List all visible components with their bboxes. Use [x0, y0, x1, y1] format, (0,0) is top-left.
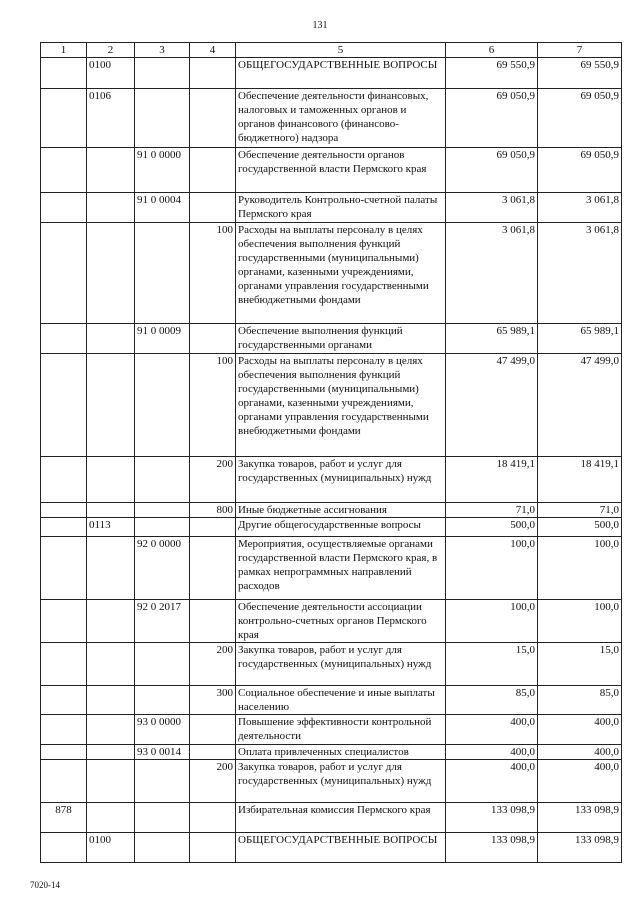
cell-ministry-code — [41, 503, 87, 518]
cell-amount-1: 65 989,1 — [446, 324, 538, 354]
cell-section-code — [87, 643, 135, 686]
cell-section-code — [87, 803, 135, 833]
cell-amount-1: 133 098,9 — [446, 803, 538, 833]
cell-description: Мероприятия, осуществляемые органами государственной власти Пермского края, в рамках непрограммных направлений расходов — [236, 537, 446, 600]
cell-expense-type: 100 — [190, 354, 236, 457]
cell-description: Другие общегосударственные вопросы — [236, 518, 446, 537]
cell-section-code: 0113 — [87, 518, 135, 537]
column-header: 3 — [135, 43, 190, 58]
cell-ministry-code — [41, 457, 87, 503]
table-row — [41, 745, 622, 760]
cell-description: Оплата привлеченных специалистов — [236, 745, 446, 760]
cell-ministry-code — [41, 223, 87, 324]
cell-ministry-code — [41, 193, 87, 223]
cell-expense-type: 200 — [190, 760, 236, 803]
cell-section-code — [87, 193, 135, 223]
cell-section-code — [87, 503, 135, 518]
cell-expense-type — [190, 193, 236, 223]
cell-amount-1: 71,0 — [446, 503, 538, 518]
cell-amount-2: 500,0 — [538, 518, 622, 537]
cell-amount-2: 18 419,1 — [538, 457, 622, 503]
table-row — [41, 518, 622, 537]
cell-section-code: 0100 — [87, 833, 135, 863]
table-row — [41, 715, 622, 745]
cell-description: ОБЩЕГОСУДАРСТВЕННЫЕ ВОПРОСЫ — [236, 58, 446, 89]
cell-description: Повышение эффективности контрольной деятельности — [236, 715, 446, 745]
cell-section-code — [87, 223, 135, 324]
budget-table — [40, 42, 622, 863]
cell-ministry-code — [41, 324, 87, 354]
cell-description: Закупка товаров, работ и услуг для государственных (муниципальных) нужд — [236, 760, 446, 803]
cell-expense-type — [190, 833, 236, 863]
cell-ministry-code — [41, 643, 87, 686]
cell-section-code — [87, 324, 135, 354]
cell-target-code: 91 0 0004 — [135, 193, 190, 223]
cell-description: Расходы на выплаты персоналу в целях обеспечения выполнения функций государственными (муниципальными) органами, казенными учреждениями, органами управления государственными внебюджетными фондами — [236, 223, 446, 324]
cell-expense-type: 300 — [190, 686, 236, 715]
table-row — [41, 537, 622, 600]
cell-section-code: 0100 — [87, 58, 135, 89]
cell-section-code — [87, 600, 135, 643]
cell-amount-1: 100,0 — [446, 600, 538, 643]
cell-section-code: 0106 — [87, 89, 135, 148]
cell-description: Расходы на выплаты персоналу в целях обеспечения выполнения функций государственными (муниципальными) органами, казенными учреждениями, органами управления государственными внебюджетными фондами — [236, 354, 446, 457]
cell-amount-1: 69 550,9 — [446, 58, 538, 89]
cell-amount-1: 500,0 — [446, 518, 538, 537]
page-number: 131 — [312, 20, 328, 31]
cell-ministry-code — [41, 600, 87, 643]
cell-expense-type — [190, 600, 236, 643]
column-header: 4 — [190, 43, 236, 58]
cell-amount-1: 400,0 — [446, 760, 538, 803]
cell-amount-1: 18 419,1 — [446, 457, 538, 503]
cell-target-code — [135, 89, 190, 148]
cell-amount-1: 3 061,8 — [446, 223, 538, 324]
table-row — [41, 503, 622, 518]
cell-target-code — [135, 223, 190, 324]
table-row — [41, 324, 622, 354]
cell-expense-type — [190, 803, 236, 833]
cell-amount-2: 71,0 — [538, 503, 622, 518]
table-row — [41, 457, 622, 503]
cell-amount-2: 3 061,8 — [538, 223, 622, 324]
cell-target-code — [135, 354, 190, 457]
cell-amount-2: 133 098,9 — [538, 833, 622, 863]
table-row — [41, 803, 622, 833]
column-header: 5 — [236, 43, 446, 58]
cell-amount-1: 3 061,8 — [446, 193, 538, 223]
table-row — [41, 148, 622, 193]
cell-expense-type — [190, 58, 236, 89]
column-header: 1 — [41, 43, 87, 58]
table-row — [41, 833, 622, 863]
cell-ministry-code — [41, 518, 87, 537]
cell-description: ОБЩЕГОСУДАРСТВЕННЫЕ ВОПРОСЫ — [236, 833, 446, 863]
cell-amount-2: 69 550,9 — [538, 58, 622, 89]
cell-expense-type: 200 — [190, 643, 236, 686]
cell-ministry-code — [41, 89, 87, 148]
cell-expense-type: 800 — [190, 503, 236, 518]
cell-target-code — [135, 518, 190, 537]
cell-description: Обеспечение деятельности органов государственной власти Пермского края — [236, 148, 446, 193]
cell-target-code — [135, 760, 190, 803]
cell-target-code — [135, 686, 190, 715]
cell-expense-type — [190, 148, 236, 193]
cell-amount-2: 400,0 — [538, 715, 622, 745]
table-row — [41, 760, 622, 803]
cell-ministry-code — [41, 148, 87, 193]
cell-description: Обеспечение деятельности ассоциации контрольно-счетных органов Пермского края — [236, 600, 446, 643]
table-row — [41, 89, 622, 148]
cell-section-code — [87, 457, 135, 503]
cell-target-code: 92 0 2017 — [135, 600, 190, 643]
cell-expense-type — [190, 745, 236, 760]
cell-ministry-code — [41, 833, 87, 863]
cell-target-code: 93 0 0000 — [135, 715, 190, 745]
table-row — [41, 58, 622, 89]
cell-amount-1: 47 499,0 — [446, 354, 538, 457]
cell-amount-2: 15,0 — [538, 643, 622, 686]
cell-ministry-code — [41, 354, 87, 457]
cell-description: Избирательная комиссия Пермского края — [236, 803, 446, 833]
table-row — [41, 193, 622, 223]
cell-description: Обеспечение выполнения функций государственными органами — [236, 324, 446, 354]
cell-section-code — [87, 537, 135, 600]
cell-description: Иные бюджетные ассигнования — [236, 503, 446, 518]
cell-amount-2: 47 499,0 — [538, 354, 622, 457]
cell-amount-1: 400,0 — [446, 715, 538, 745]
cell-expense-type: 100 — [190, 223, 236, 324]
cell-expense-type — [190, 324, 236, 354]
column-header: 2 — [87, 43, 135, 58]
cell-expense-type: 200 — [190, 457, 236, 503]
column-header: 6 — [446, 43, 538, 58]
cell-ministry-code — [41, 686, 87, 715]
cell-amount-2: 400,0 — [538, 760, 622, 803]
cell-amount-2: 400,0 — [538, 745, 622, 760]
table-row — [41, 686, 622, 715]
header-row — [41, 43, 622, 58]
cell-ministry-code: 878 — [41, 803, 87, 833]
cell-amount-2: 133 098,9 — [538, 803, 622, 833]
footer-code: 7020-14 — [30, 880, 60, 890]
cell-section-code — [87, 745, 135, 760]
cell-section-code — [87, 715, 135, 745]
cell-target-code: 92 0 0000 — [135, 537, 190, 600]
table-row — [41, 223, 622, 324]
cell-ministry-code — [41, 58, 87, 89]
cell-amount-1: 100,0 — [446, 537, 538, 600]
cell-amount-1: 85,0 — [446, 686, 538, 715]
cell-section-code — [87, 148, 135, 193]
cell-target-code: 91 0 0000 — [135, 148, 190, 193]
cell-amount-2: 65 989,1 — [538, 324, 622, 354]
cell-ministry-code — [41, 760, 87, 803]
cell-expense-type — [190, 537, 236, 600]
cell-amount-1: 133 098,9 — [446, 833, 538, 863]
table-row — [41, 354, 622, 457]
cell-description: Закупка товаров, работ и услуг для государственных (муниципальных) нужд — [236, 643, 446, 686]
cell-amount-2: 3 061,8 — [538, 193, 622, 223]
cell-section-code — [87, 354, 135, 457]
cell-target-code — [135, 457, 190, 503]
cell-description: Социальное обеспечение и иные выплаты населению — [236, 686, 446, 715]
cell-amount-1: 15,0 — [446, 643, 538, 686]
cell-target-code — [135, 833, 190, 863]
cell-section-code — [87, 686, 135, 715]
table-row — [41, 643, 622, 686]
cell-ministry-code — [41, 537, 87, 600]
cell-target-code — [135, 58, 190, 89]
cell-target-code: 93 0 0014 — [135, 745, 190, 760]
cell-description: Руководитель Контрольно-счетной палаты Пермского края — [236, 193, 446, 223]
cell-amount-1: 400,0 — [446, 745, 538, 760]
cell-target-code: 91 0 0009 — [135, 324, 190, 354]
cell-target-code — [135, 803, 190, 833]
cell-amount-1: 69 050,9 — [446, 148, 538, 193]
cell-amount-2: 100,0 — [538, 600, 622, 643]
cell-target-code — [135, 643, 190, 686]
cell-expense-type — [190, 518, 236, 537]
cell-amount-2: 85,0 — [538, 686, 622, 715]
cell-amount-1: 69 050,9 — [446, 89, 538, 148]
table-row — [41, 600, 622, 643]
cell-description: Обеспечение деятельности финансовых, налоговых и таможенных органов и органов финансового (финансово-бюджетного) надзора — [236, 89, 446, 148]
column-header: 7 — [538, 43, 622, 58]
cell-expense-type — [190, 89, 236, 148]
cell-target-code — [135, 503, 190, 518]
cell-amount-2: 69 050,9 — [538, 89, 622, 148]
cell-section-code — [87, 760, 135, 803]
cell-amount-2: 69 050,9 — [538, 148, 622, 193]
cell-ministry-code — [41, 745, 87, 760]
cell-ministry-code — [41, 715, 87, 745]
cell-expense-type — [190, 715, 236, 745]
cell-amount-2: 100,0 — [538, 537, 622, 600]
cell-description: Закупка товаров, работ и услуг для государственных (муниципальных) нужд — [236, 457, 446, 503]
